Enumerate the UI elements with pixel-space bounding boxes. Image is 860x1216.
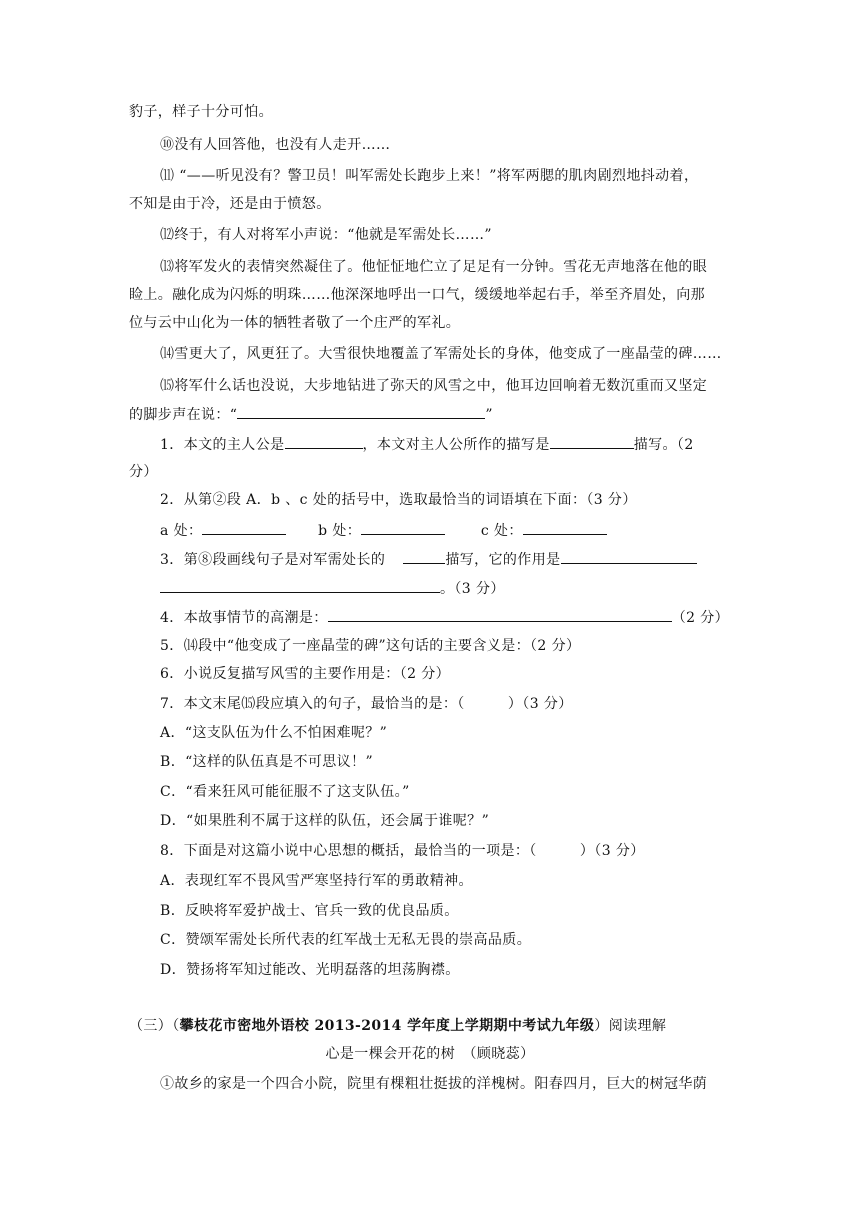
question-1-text-b: ，本文对主人公所作的描写是 bbox=[362, 437, 550, 453]
answer-blank-a bbox=[202, 520, 286, 535]
story-paragraph-14: ⒁雪更大了，风更狂了。大雪很快地覆盖了军需处长的身体，他变成了一座晶莹的碑…… bbox=[160, 346, 722, 362]
question-7-option-c: C．“看来狂风可能征服不了这支队伍。” bbox=[160, 784, 410, 800]
question-3-text-c: 。（3 分） bbox=[440, 581, 505, 597]
section-3-suffix: ）阅读理解 bbox=[594, 1018, 667, 1034]
story-paragraph-15-line1: ⒂将军什么话也没说，大步地钻进了弥天的风雪之中，他耳边回响着无数沉重而又坚定 bbox=[160, 378, 708, 394]
question-6: 6．小说反复描写风雪的主要作用是：（2 分） bbox=[160, 666, 451, 682]
story-paragraph-9-tail: 豹子，样子十分可怕。 bbox=[129, 104, 273, 120]
answer-blank-effect-1 bbox=[561, 549, 697, 564]
question-4 bbox=[160, 607, 729, 628]
section-3-source: 攀枝花市密地外语校 2013-2014 学年度上学期期中考试九年级 bbox=[179, 1018, 595, 1034]
answer-blank-ending bbox=[237, 404, 485, 419]
quote-close-text: ” bbox=[485, 407, 493, 423]
question-7-option-a: A．“这支队伍为什么不怕困难呢？” bbox=[160, 725, 388, 741]
answer-label-a: a 处： bbox=[160, 523, 203, 539]
question-8-option-d: D．赞扬将军知过能改、光明磊落的坦荡胸襟。 bbox=[160, 962, 460, 978]
question-2-answers bbox=[160, 520, 607, 541]
story-paragraph-10: ⑩没有人回答他，也没有人走开…… bbox=[160, 137, 391, 153]
answer-label-b: b 处： bbox=[318, 523, 362, 539]
answer-blank-c bbox=[523, 520, 607, 535]
answer-blank-protagonist bbox=[285, 434, 363, 449]
question-8: 8．下面是对这篇小说中心思想的概括，最恰当的一项是：（ ）（3 分） bbox=[160, 843, 645, 859]
question-2: 2．从第②段 A．b 、c 处的括号中，选取最恰当的词语填在下面：（3 分） bbox=[160, 492, 637, 508]
question-1-line2: 分） bbox=[129, 464, 158, 480]
answer-blank-description bbox=[550, 434, 634, 449]
question-1-text-a: 1．本文的主人公是 bbox=[160, 437, 285, 453]
question-7: 7．本文末尾⒂段应填入的句子，最恰当的是：（ ）（3 分） bbox=[160, 696, 573, 712]
question-8-option-a: A．表现红军不畏风雪严寒坚持行军的勇敢精神。 bbox=[160, 873, 473, 889]
answer-blank-b bbox=[361, 520, 445, 535]
question-8-option-b: B．反映将军爱护战士、官兵一致的优良品质。 bbox=[160, 903, 459, 919]
question-1-line1 bbox=[160, 434, 694, 455]
story-paragraph-13-line3: 位与云中山化为一体的牺牲者敬了一个庄严的军礼。 bbox=[129, 315, 461, 331]
question-3-text-a: 3．第⑧段画线句子是对军需处长的 bbox=[160, 552, 386, 568]
section-3-prefix: （三）（ bbox=[129, 1018, 180, 1034]
question-3-line2 bbox=[160, 578, 505, 599]
question-5: 5．⒁段中“他变成了一座晶莹的碑”这句话的主要含义是：（2 分） bbox=[160, 638, 581, 654]
story-paragraph-13-line1: ⒀将军发火的表情突然凝住了。他怔怔地伫立了足足有一分钟。雪花无声地落在他的眼 bbox=[160, 259, 708, 275]
question-1-text-c: 描写。（2 bbox=[633, 437, 694, 453]
story-paragraph-13-line2: 睑上。融化成为闪烁的明珠……他深深地呼出一口气，缓缓地举起右手，举至齐眉处，向那 bbox=[129, 287, 705, 303]
article-paragraph-1: ①故乡的家是一个四合小院，院里有棵粗壮挺拔的洋槐树。阳春四月，巨大的树冠华荫 bbox=[160, 1076, 708, 1092]
article-title: 心是一棵会开花的树 （顾晓蕊） bbox=[325, 1046, 535, 1062]
section-3-heading bbox=[129, 1016, 666, 1036]
question-3-text-b: 描写，它的作用是 bbox=[445, 552, 561, 568]
question-4-text-b: （2 分） bbox=[671, 610, 730, 626]
answer-blank-climax bbox=[328, 607, 672, 622]
question-7-option-b: B．“这样的队伍真是不可思议！” bbox=[160, 754, 374, 770]
answer-blank-effect-2 bbox=[160, 578, 440, 593]
story-paragraph-11-line2: 不知是由于冷，还是由于愤怒。 bbox=[129, 196, 331, 212]
question-7-option-d: D．“如果胜利不属于这样的队伍，还会属于谁呢？” bbox=[160, 813, 490, 829]
quote-open-text: 的脚步声在说：“ bbox=[129, 407, 238, 423]
story-paragraph-11-line1: ⑾ “——听见没有？警卫员！叫军需处长跑步上来！”将军两腮的肌肉剧烈地抖动着， bbox=[160, 168, 699, 184]
story-paragraph-15-line2 bbox=[129, 404, 493, 425]
question-3-line1 bbox=[160, 549, 697, 570]
story-paragraph-12: ⑿终于，有人对将军小声说：“他就是军需处长……” bbox=[160, 227, 492, 243]
answer-label-c: c 处： bbox=[480, 523, 523, 539]
answer-blank-description-type bbox=[403, 549, 445, 564]
question-8-option-c: C．赞颂军需处长所代表的红军战士无私无畏的崇高品质。 bbox=[160, 932, 532, 948]
question-4-text-a: 4．本故事情节的高潮是： bbox=[160, 610, 328, 626]
